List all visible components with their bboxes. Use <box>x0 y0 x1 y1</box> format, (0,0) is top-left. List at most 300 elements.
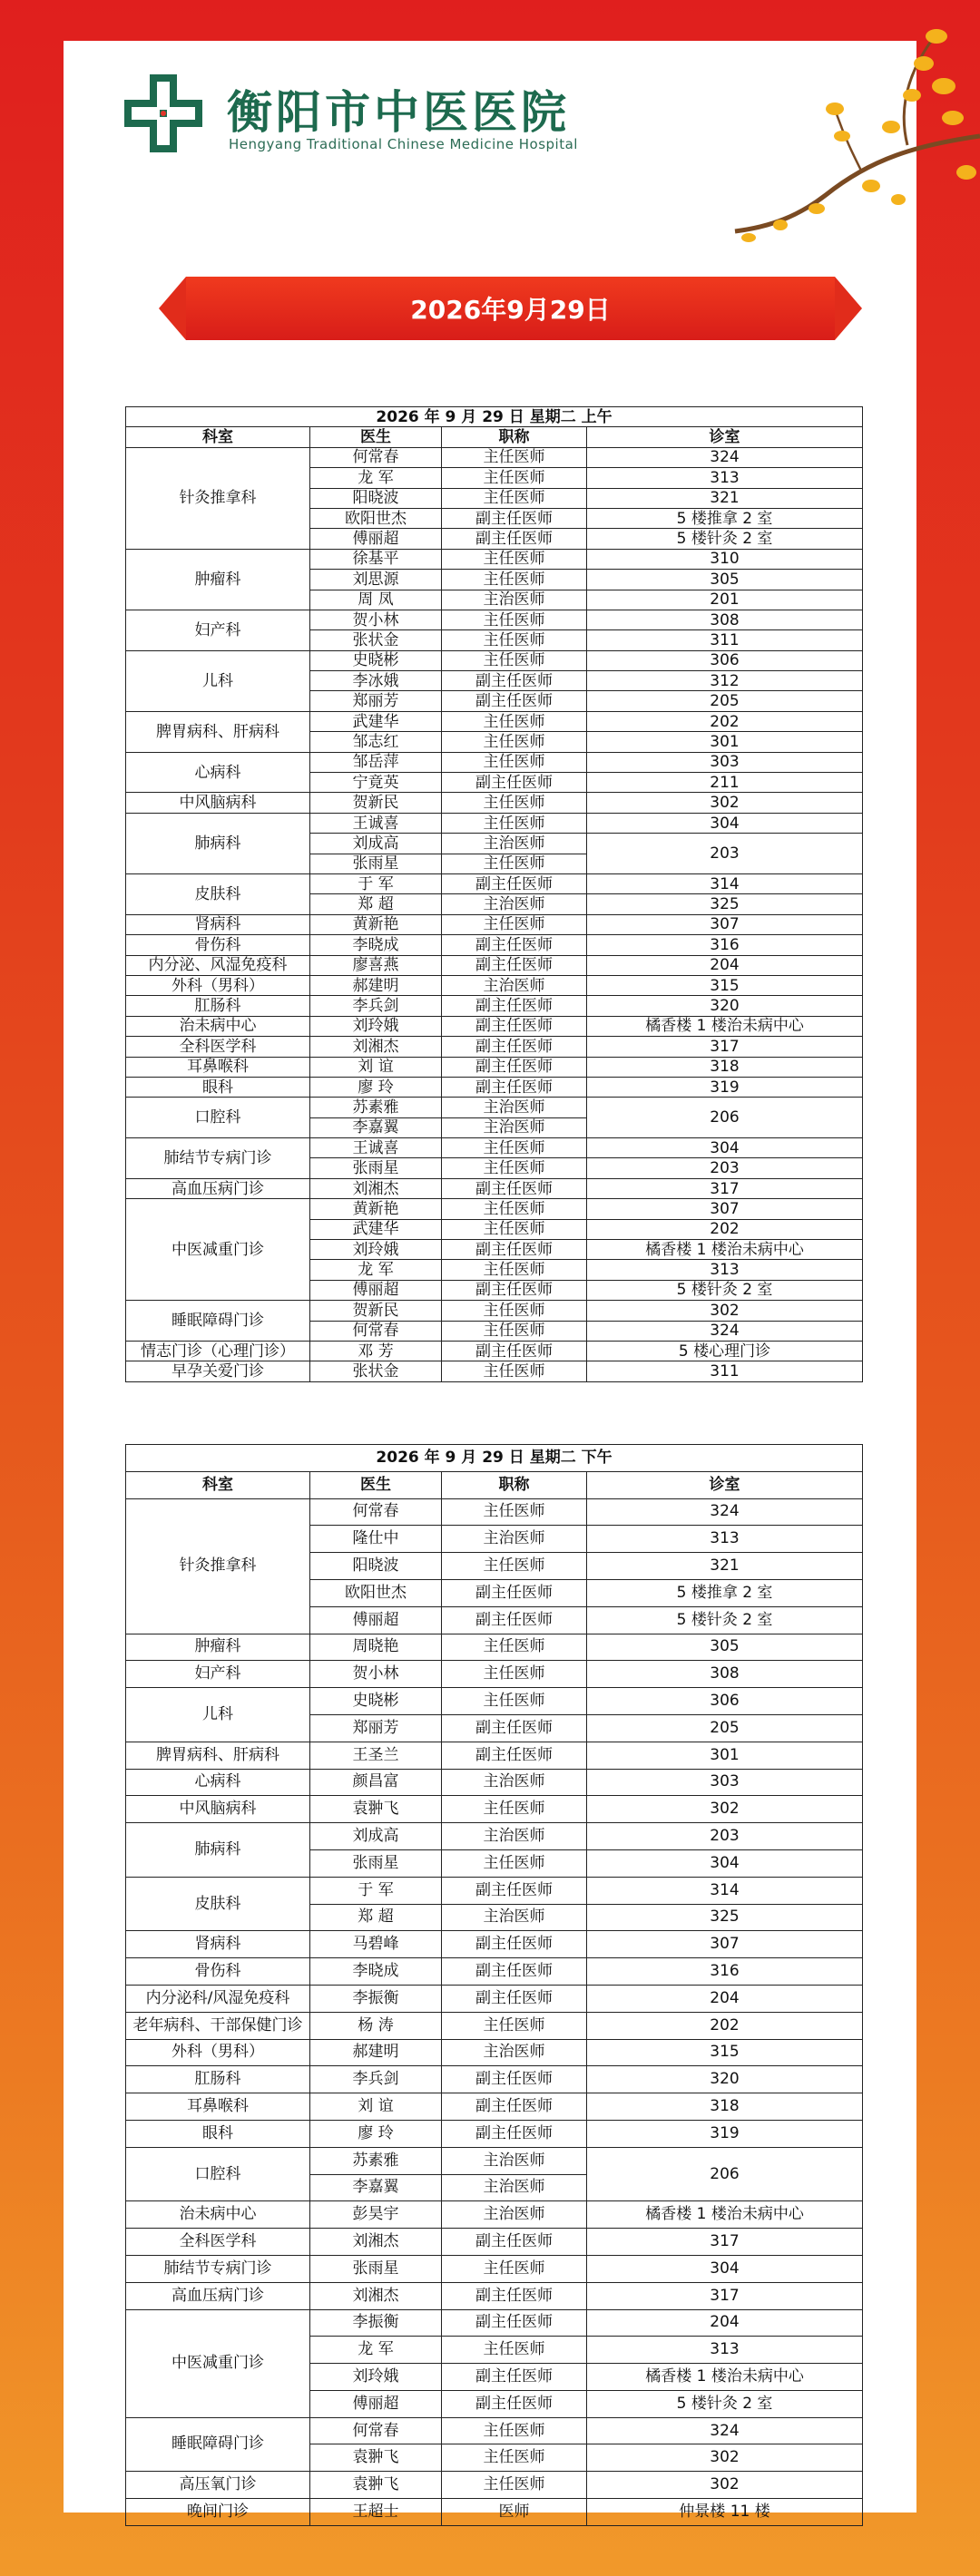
table-row <box>126 2147 863 2174</box>
room-cell: 5 楼针灸 2 室 <box>587 1280 863 1300</box>
title-cell: 主任医师 <box>442 1634 587 1661</box>
title-cell: 副主任医师 <box>442 1240 587 1260</box>
table-row <box>126 1341 863 1361</box>
room-cell: 308 <box>587 610 863 629</box>
title-cell: 主任医师 <box>442 468 587 488</box>
table-row <box>126 2093 863 2121</box>
doctor-cell: 袁翀飞 <box>310 2444 442 2472</box>
doctor-cell: 傅丽超 <box>310 2390 442 2417</box>
room-cell: 304 <box>587 1849 863 1877</box>
doctor-cell: 刘湘杰 <box>310 2229 442 2256</box>
room-cell: 205 <box>587 691 863 711</box>
room-cell: 318 <box>587 1057 863 1077</box>
table-row <box>126 1742 863 1769</box>
room-cell: 305 <box>587 1634 863 1661</box>
title-cell: 主治医师 <box>442 2174 587 2201</box>
department-cell: 肾病科 <box>126 1931 310 1958</box>
department-cell: 内分泌、风湿免疫科 <box>126 955 310 975</box>
department-cell: 肛肠科 <box>126 996 310 1016</box>
doctor-cell: 傅丽超 <box>310 529 442 549</box>
room-cell: 206 <box>587 2147 863 2201</box>
title-cell: 主任医师 <box>442 610 587 629</box>
table-row <box>126 935 863 955</box>
table-row <box>126 1958 863 1986</box>
department-cell: 骨伤科 <box>126 935 310 955</box>
room-cell: 303 <box>587 1769 863 1796</box>
doctor-cell: 刘玲娥 <box>310 2364 442 2391</box>
doctor-cell: 马碧峰 <box>310 1931 442 1958</box>
room-cell: 206 <box>587 1098 863 1138</box>
doctor-cell: 王诚喜 <box>310 1138 442 1158</box>
room-cell: 320 <box>587 2066 863 2093</box>
title-cell: 主治医师 <box>442 2201 587 2229</box>
table-row <box>126 1037 863 1057</box>
doctor-cell: 邹志红 <box>310 732 442 752</box>
room-cell: 321 <box>587 1553 863 1580</box>
room-cell: 304 <box>587 813 863 833</box>
room-cell: 320 <box>587 996 863 1016</box>
title-cell: 主任医师 <box>442 630 587 650</box>
table-row <box>126 914 863 934</box>
doctor-cell: 张雨星 <box>310 1158 442 1178</box>
doctor-cell: 廖 玲 <box>310 2120 442 2147</box>
department-cell: 中风脑病科 <box>126 1796 310 1823</box>
department-cell: 口腔科 <box>126 2147 310 2201</box>
title-cell: 副主任医师 <box>442 1077 587 1097</box>
title-cell: 主任医师 <box>442 1661 587 1688</box>
table-row <box>126 1498 863 1526</box>
room-cell: 313 <box>587 2337 863 2364</box>
title-cell: 主治医师 <box>442 2039 587 2066</box>
hospital-logo-icon <box>122 73 204 154</box>
doctor-cell: 李振衡 <box>310 2309 442 2337</box>
table-row <box>126 2120 863 2147</box>
room-cell: 311 <box>587 630 863 650</box>
column-header: 诊室 <box>587 1471 863 1498</box>
table-caption: 2026 年 9 月 29 日 星期二 上午 <box>126 407 863 427</box>
table-row <box>126 447 863 467</box>
title-cell: 副主任医师 <box>442 1606 587 1634</box>
doctor-cell: 杨 涛 <box>310 2012 442 2039</box>
doctor-cell: 袁翀飞 <box>310 1796 442 1823</box>
table-row <box>126 955 863 975</box>
title-cell: 副主任医师 <box>442 935 587 955</box>
room-cell: 321 <box>587 488 863 508</box>
doctor-cell: 邓 芳 <box>310 1341 442 1361</box>
department-cell: 皮肤科 <box>126 873 310 914</box>
doctor-cell: 贺小林 <box>310 610 442 629</box>
department-cell: 睡眠障碍门诊 <box>126 2417 310 2472</box>
doctor-cell: 黄新艳 <box>310 914 442 934</box>
title-cell: 副主任医师 <box>442 1057 587 1077</box>
room-cell: 316 <box>587 935 863 955</box>
table-row <box>126 549 863 569</box>
table-row <box>126 2282 863 2309</box>
table-row <box>126 1985 863 2012</box>
title-cell: 副主任医师 <box>442 1016 587 1036</box>
table-row <box>126 1361 863 1381</box>
department-cell: 外科（男科） <box>126 2039 310 2066</box>
doctor-cell: 苏素雅 <box>310 2147 442 2174</box>
table-row <box>126 873 863 893</box>
doctor-cell: 李晓成 <box>310 1958 442 1986</box>
department-cell: 全科医学科 <box>126 2229 310 2256</box>
table-row <box>126 2309 863 2337</box>
doctor-cell: 龙 军 <box>310 1260 442 1280</box>
title-cell: 医师 <box>442 2499 587 2526</box>
room-cell: 5 楼推拿 2 室 <box>587 508 863 528</box>
column-header: 职称 <box>442 1471 587 1498</box>
department-cell: 儿科 <box>126 1688 310 1742</box>
doctor-cell: 黄新艳 <box>310 1199 442 1219</box>
doctor-cell: 徐基平 <box>310 549 442 569</box>
room-cell: 314 <box>587 1877 863 1904</box>
doctor-cell: 傅丽超 <box>310 1280 442 1300</box>
title-cell: 副主任医师 <box>442 873 587 893</box>
doctor-cell: 阳晓波 <box>310 488 442 508</box>
room-cell: 204 <box>587 2309 863 2337</box>
doctor-cell: 张雨星 <box>310 854 442 873</box>
department-cell: 中风脑病科 <box>126 793 310 813</box>
morning-schedule-table <box>125 406 863 1382</box>
title-cell: 副主任医师 <box>442 1958 587 1986</box>
table-row <box>126 752 863 772</box>
doctor-cell: 阳晓波 <box>310 1553 442 1580</box>
title-cell: 主任医师 <box>442 752 587 772</box>
doctor-cell: 李晓成 <box>310 935 442 955</box>
doctor-cell: 何常春 <box>310 2417 442 2444</box>
doctor-cell: 张状金 <box>310 630 442 650</box>
title-cell: 副主任医师 <box>442 2066 587 2093</box>
department-cell: 妇产科 <box>126 1661 310 1688</box>
table-row <box>126 996 863 1016</box>
table-row <box>126 2066 863 2093</box>
department-cell: 中医减重门诊 <box>126 2309 310 2417</box>
column-header: 医生 <box>310 1471 442 1498</box>
table-row <box>126 1688 863 1715</box>
department-cell: 肿瘤科 <box>126 1634 310 1661</box>
title-cell: 副主任医师 <box>442 508 587 528</box>
doctor-cell: 刘湘杰 <box>310 2282 442 2309</box>
department-cell: 耳鼻喉科 <box>126 1057 310 1077</box>
room-cell: 324 <box>587 1321 863 1341</box>
column-header: 诊室 <box>587 427 863 447</box>
title-cell: 副主任医师 <box>442 1178 587 1198</box>
column-header: 科室 <box>126 427 310 447</box>
title-cell: 副主任医师 <box>442 2229 587 2256</box>
doctor-cell: 刘湘杰 <box>310 1178 442 1198</box>
department-cell: 治未病中心 <box>126 2201 310 2229</box>
doctor-cell: 史晓彬 <box>310 1688 442 1715</box>
title-cell: 副主任医师 <box>442 955 587 975</box>
room-cell: 324 <box>587 2417 863 2444</box>
room-cell: 302 <box>587 1301 863 1321</box>
department-cell: 睡眠障碍门诊 <box>126 1301 310 1342</box>
room-cell: 5 楼心理门诊 <box>587 1341 863 1361</box>
title-cell: 主任医师 <box>442 1158 587 1178</box>
table-row <box>126 1016 863 1036</box>
room-cell: 302 <box>587 2444 863 2472</box>
doctor-cell: 彭昊宇 <box>310 2201 442 2229</box>
room-cell: 304 <box>587 2255 863 2282</box>
room-cell: 301 <box>587 732 863 752</box>
table-row <box>126 1661 863 1688</box>
table-row <box>126 1199 863 1219</box>
doctor-cell: 傅丽超 <box>310 1606 442 1634</box>
title-cell: 主任医师 <box>442 549 587 569</box>
doctor-cell: 龙 军 <box>310 2337 442 2364</box>
department-cell: 老年病科、干部保健门诊 <box>126 2012 310 2039</box>
room-cell: 307 <box>587 1931 863 1958</box>
room-cell: 311 <box>587 1361 863 1381</box>
department-cell: 针灸推拿科 <box>126 447 310 549</box>
department-cell: 口腔科 <box>126 1098 310 1138</box>
doctor-cell: 武建华 <box>310 1219 442 1239</box>
doctor-cell: 刘成高 <box>310 1823 442 1850</box>
title-cell: 副主任医师 <box>442 1877 587 1904</box>
room-cell: 302 <box>587 1796 863 1823</box>
title-cell: 主任医师 <box>442 914 587 934</box>
table-row <box>126 1877 863 1904</box>
doctor-cell: 郝建明 <box>310 975 442 995</box>
doctor-cell: 何常春 <box>310 1498 442 1526</box>
department-cell: 妇产科 <box>126 610 310 650</box>
title-cell: 副主任医师 <box>442 1280 587 1300</box>
room-cell: 305 <box>587 570 863 590</box>
department-cell: 皮肤科 <box>126 1877 310 1931</box>
room-cell: 橘香楼 1 楼治未病中心 <box>587 1240 863 1260</box>
room-cell: 201 <box>587 590 863 610</box>
title-cell: 主任医师 <box>442 570 587 590</box>
title-cell: 主任医师 <box>442 1498 587 1526</box>
title-cell: 副主任医师 <box>442 773 587 793</box>
room-cell: 317 <box>587 2282 863 2309</box>
room-cell: 313 <box>587 1526 863 1553</box>
department-cell: 耳鼻喉科 <box>126 2093 310 2121</box>
department-cell: 高压氧门诊 <box>126 2472 310 2499</box>
title-cell: 主任医师 <box>442 2444 587 2472</box>
doctor-cell: 张雨星 <box>310 2255 442 2282</box>
room-cell: 204 <box>587 955 863 975</box>
doctor-cell: 龙 军 <box>310 468 442 488</box>
doctor-cell: 欧阳世杰 <box>310 1579 442 1606</box>
title-cell: 主治医师 <box>442 1098 587 1117</box>
title-cell: 副主任医师 <box>442 996 587 1016</box>
doctor-cell: 郝建明 <box>310 2039 442 2066</box>
room-cell: 302 <box>587 793 863 813</box>
doctor-cell: 张雨星 <box>310 1849 442 1877</box>
room-cell: 317 <box>587 1178 863 1198</box>
room-cell: 306 <box>587 1688 863 1715</box>
room-cell: 202 <box>587 1219 863 1239</box>
title-cell: 主治医师 <box>442 894 587 914</box>
room-cell: 202 <box>587 711 863 731</box>
table-row <box>126 1178 863 1198</box>
department-cell: 眼科 <box>126 1077 310 1097</box>
doctor-cell: 刘思源 <box>310 570 442 590</box>
department-cell: 眼科 <box>126 2120 310 2147</box>
doctor-cell: 刘玲娥 <box>310 1016 442 1036</box>
table-row <box>126 2039 863 2066</box>
department-cell: 肾病科 <box>126 914 310 934</box>
table-row <box>126 2012 863 2039</box>
title-cell: 主任医师 <box>442 1219 587 1239</box>
title-cell: 副主任医师 <box>442 1341 587 1361</box>
room-cell: 315 <box>587 975 863 995</box>
date-banner-text: 2026年9月29日 <box>410 295 611 325</box>
title-cell: 主治医师 <box>442 1117 587 1137</box>
title-cell: 主任医师 <box>442 2255 587 2282</box>
room-cell: 302 <box>587 2472 863 2499</box>
room-cell: 319 <box>587 2120 863 2147</box>
title-cell: 副主任医师 <box>442 1037 587 1057</box>
title-cell: 副主任医师 <box>442 2390 587 2417</box>
room-cell: 313 <box>587 1260 863 1280</box>
room-cell: 318 <box>587 2093 863 2121</box>
table-row <box>126 1077 863 1097</box>
title-cell: 副主任医师 <box>442 2120 587 2147</box>
department-cell: 高血压病门诊 <box>126 1178 310 1198</box>
doctor-cell: 于 军 <box>310 1877 442 1904</box>
room-cell: 橘香楼 1 楼治未病中心 <box>587 2364 863 2391</box>
doctor-cell: 郑 超 <box>310 1904 442 1931</box>
doctor-cell: 武建华 <box>310 711 442 731</box>
department-cell: 心病科 <box>126 752 310 793</box>
department-cell: 肺结节专病门诊 <box>126 1138 310 1179</box>
title-cell: 主任医师 <box>442 650 587 670</box>
doctor-cell: 何常春 <box>310 1321 442 1341</box>
title-cell: 主任医师 <box>442 1138 587 1158</box>
doctor-cell: 李兵剑 <box>310 996 442 1016</box>
doctor-cell: 李振衡 <box>310 1985 442 2012</box>
table-row <box>126 2499 863 2526</box>
table-row <box>126 1634 863 1661</box>
doctor-cell: 刘成高 <box>310 834 442 854</box>
table-row <box>126 650 863 670</box>
title-cell: 主治医师 <box>442 1769 587 1796</box>
department-cell: 脾胃病科、肝病科 <box>126 711 310 752</box>
doctor-cell: 邹岳萍 <box>310 752 442 772</box>
department-cell: 情志门诊（心理门诊） <box>126 1341 310 1361</box>
title-cell: 主治医师 <box>442 2147 587 2174</box>
department-cell: 肺病科 <box>126 1823 310 1878</box>
title-cell: 主任医师 <box>442 793 587 813</box>
department-cell: 晚间门诊 <box>126 2499 310 2526</box>
table-row <box>126 1098 863 1117</box>
room-cell: 324 <box>587 447 863 467</box>
table-row <box>126 793 863 813</box>
room-cell: 5 楼针灸 2 室 <box>587 2390 863 2417</box>
room-cell: 325 <box>587 1904 863 1931</box>
department-cell: 高血压病门诊 <box>126 2282 310 2309</box>
room-cell: 325 <box>587 894 863 914</box>
title-cell: 主治医师 <box>442 834 587 854</box>
title-cell: 主任医师 <box>442 2337 587 2364</box>
title-cell: 主任医师 <box>442 1321 587 1341</box>
table-row <box>126 2417 863 2444</box>
doctor-cell: 刘 谊 <box>310 1057 442 1077</box>
room-cell: 316 <box>587 1958 863 1986</box>
title-cell: 副主任医师 <box>442 1985 587 2012</box>
department-cell: 治未病中心 <box>126 1016 310 1036</box>
room-cell: 310 <box>587 549 863 569</box>
doctor-cell: 郑丽芳 <box>310 1714 442 1742</box>
ginkgo-branch-decoration <box>681 0 980 254</box>
room-cell: 202 <box>587 2012 863 2039</box>
table-row <box>126 2229 863 2256</box>
room-cell: 205 <box>587 1714 863 1742</box>
table-row <box>126 975 863 995</box>
title-cell: 副主任医师 <box>442 1742 587 1769</box>
title-cell: 主任医师 <box>442 2417 587 2444</box>
title-cell: 主任医师 <box>442 1361 587 1381</box>
department-cell: 全科医学科 <box>126 1037 310 1057</box>
room-cell: 211 <box>587 773 863 793</box>
title-cell: 主治医师 <box>442 975 587 995</box>
title-cell: 主任医师 <box>442 2012 587 2039</box>
table-row <box>126 1823 863 1850</box>
column-header: 科室 <box>126 1471 310 1498</box>
doctor-cell: 郑 超 <box>310 894 442 914</box>
title-cell: 主任医师 <box>442 1199 587 1219</box>
doctor-cell: 刘 谊 <box>310 2093 442 2121</box>
doctor-cell: 刘湘杰 <box>310 1037 442 1057</box>
room-cell: 313 <box>587 468 863 488</box>
title-cell: 副主任医师 <box>442 671 587 691</box>
doctor-cell: 贺新民 <box>310 1301 442 1321</box>
department-cell: 肿瘤科 <box>126 549 310 610</box>
room-cell: 橘香楼 1 楼治未病中心 <box>587 1016 863 1036</box>
room-cell: 308 <box>587 1661 863 1688</box>
table-caption: 2026 年 9 月 29 日 星期二 下午 <box>126 1445 863 1472</box>
table-row <box>126 2255 863 2282</box>
table-row <box>126 610 863 629</box>
doctor-cell: 王超士 <box>310 2499 442 2526</box>
room-cell: 204 <box>587 1985 863 2012</box>
title-cell: 主任医师 <box>442 711 587 731</box>
doctor-cell: 刘玲娥 <box>310 1240 442 1260</box>
doctor-cell: 袁翀飞 <box>310 2472 442 2499</box>
table-row <box>126 1796 863 1823</box>
room-cell: 317 <box>587 2229 863 2256</box>
title-cell: 主任医师 <box>442 854 587 873</box>
doctor-cell: 张状金 <box>310 1361 442 1381</box>
department-cell: 骨伤科 <box>126 1958 310 1986</box>
doctor-cell: 王圣兰 <box>310 1742 442 1769</box>
table-row <box>126 1769 863 1796</box>
doctor-cell: 廖喜燕 <box>310 955 442 975</box>
title-cell: 主任医师 <box>442 732 587 752</box>
doctor-cell: 史晓彬 <box>310 650 442 670</box>
title-cell: 副主任医师 <box>442 1714 587 1742</box>
title-cell: 副主任医师 <box>442 529 587 549</box>
table-row <box>126 1138 863 1158</box>
title-cell: 主任医师 <box>442 813 587 833</box>
hospital-name: 衡阳市中医医院 <box>227 85 570 139</box>
title-cell: 主任医师 <box>442 1553 587 1580</box>
department-cell: 针灸推拿科 <box>126 1498 310 1634</box>
department-cell: 儿科 <box>126 650 310 711</box>
title-cell: 主治医师 <box>442 1526 587 1553</box>
date-banner <box>186 277 835 340</box>
room-cell: 319 <box>587 1077 863 1097</box>
title-cell: 主任医师 <box>442 1301 587 1321</box>
title-cell: 主治医师 <box>442 590 587 610</box>
room-cell: 315 <box>587 2039 863 2066</box>
department-cell: 肺病科 <box>126 813 310 873</box>
room-cell: 314 <box>587 873 863 893</box>
doctor-cell: 宁竟英 <box>310 773 442 793</box>
